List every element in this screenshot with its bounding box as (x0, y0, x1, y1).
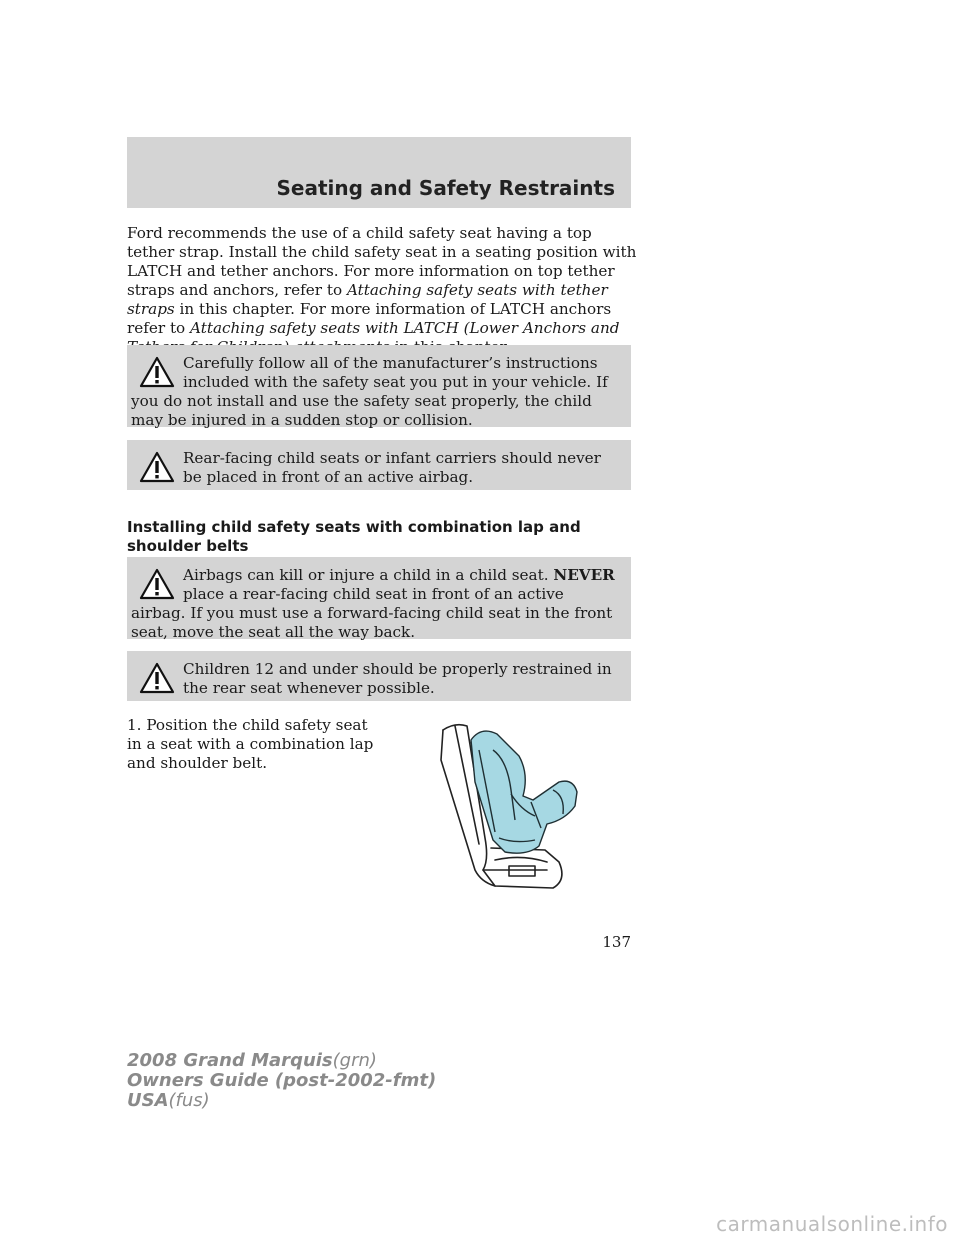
page-number: 137 (602, 933, 631, 951)
footer-market: USA (127, 1090, 169, 1111)
warning-text-rear-facing: Rear-facing child seats or infant carriers should never be placed in front of an active airbag. (183, 449, 601, 486)
warning-text-manufacturer: Carefully follow all of the manufacturer’s instructions included with the safety seat you put in your vehicle. If you do not install and use the safety seat properly, the child may be injured in a sudden stop or collision. (131, 354, 608, 429)
intro-link-latch: Attaching safety seats with LATCH (Lower Anchors and (190, 319, 620, 337)
document-footer (127, 1051, 436, 1111)
warning-triangle-icon (139, 451, 175, 483)
watermark: carmanualsonline.info (716, 1212, 948, 1236)
section-header-band (127, 137, 631, 208)
intro-link-tether: Attaching safety seats with tether straps (127, 281, 608, 318)
footer-model-code: (grn) (332, 1050, 377, 1071)
intro-text-1: Ford recommends the use of a child safety seat having a top tether strap. Install the child safety seat in a seating position with LATCH and tether anchors. For more information on top tether straps and anchors, refer to (127, 224, 637, 299)
warning-text-children: Children 12 and under should be properly restrained in the rear seat whenever possible. (183, 660, 612, 697)
child-seat-illustration (435, 720, 585, 892)
warning-box-rear-facing (127, 440, 631, 490)
warning-box-children (127, 651, 631, 701)
warning-text-airbags-1: Airbags can kill or injure a child in a child seat. (183, 566, 554, 584)
step-1-text: 1. Position the child safety seat in a seat with a combination lap and shoulder belt. (127, 716, 374, 772)
intro-paragraph (127, 224, 637, 357)
warning-box-airbags (127, 557, 631, 639)
footer-model: 2008 Grand Marquis (127, 1050, 333, 1071)
subheading: Installing child safety seats with combination lap and shoulder belts (127, 518, 581, 555)
footer-guide: Owners Guide (post-2002-fmt) (127, 1070, 437, 1091)
warning-triangle-icon (139, 356, 175, 388)
section-title: Seating and Safety Restraints (276, 176, 615, 200)
warning-triangle-icon (139, 568, 175, 600)
footer-market-code: (fus) (168, 1090, 210, 1111)
intro-text-2: in this chapter. For more information of LATCH anchors refer to (127, 300, 612, 337)
warning-triangle-icon (139, 662, 175, 694)
warning-text-airbags-2: place a rear-facing child seat in front of an active airbag. If you must use a forward-facing child seat in the front seat, move the seat all the way back. (131, 585, 613, 641)
warning-text-never: NEVER (553, 566, 615, 584)
warning-box-manufacturer (127, 345, 631, 427)
